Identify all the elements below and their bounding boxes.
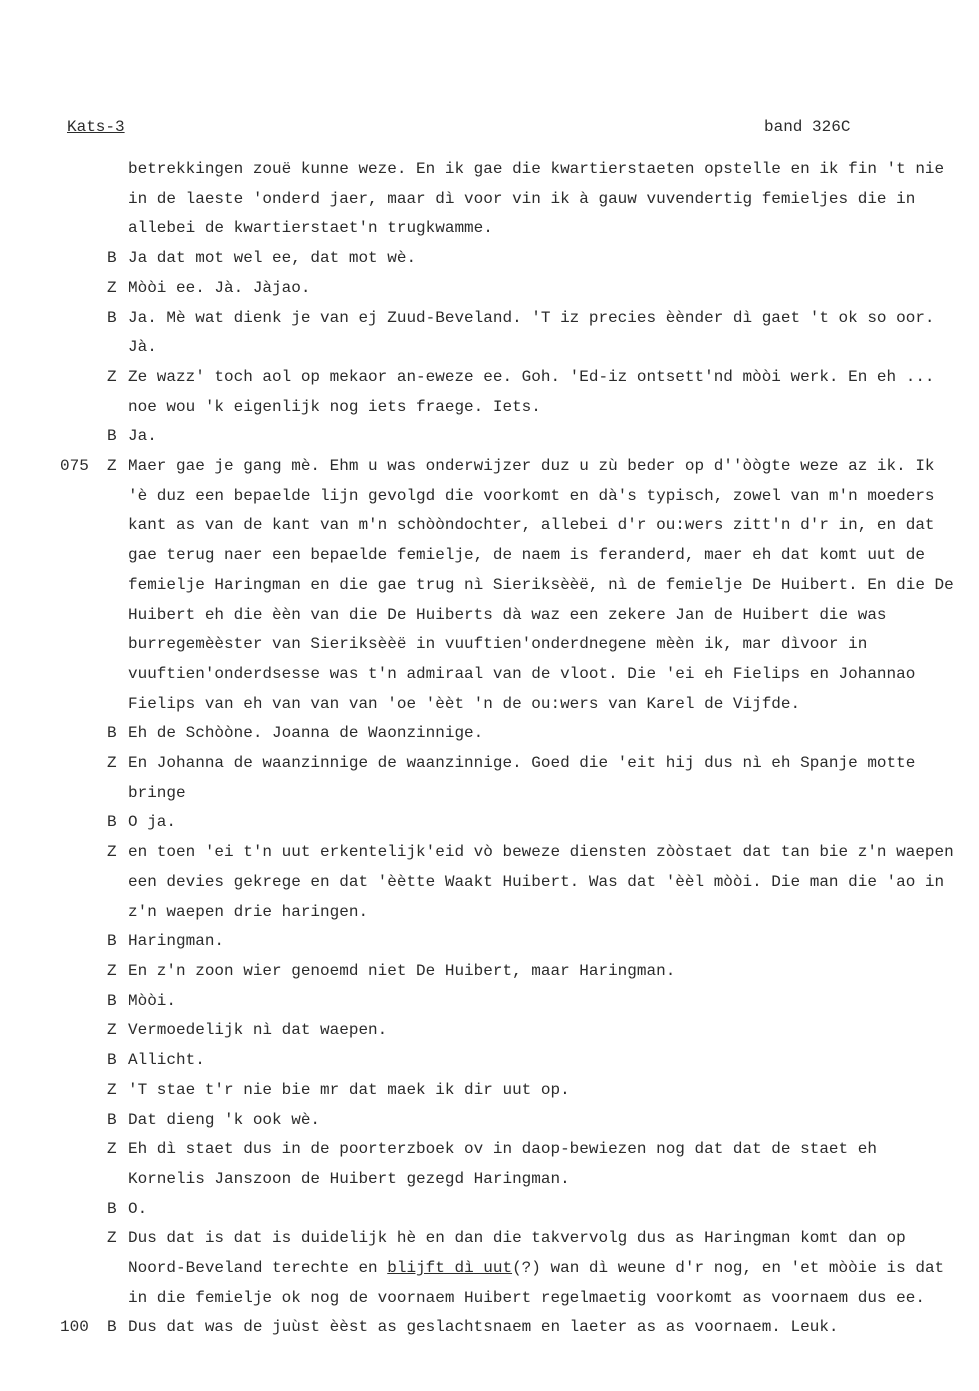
transcript-entry (0, 1016, 979, 1046)
entry-text: Ze wazz' toch aol op mekaor an-eweze ee. Goh. 'Ed-iz ontsett'nd mòòi werk. En eh ... noe wou 'k eigenlijk nog iets fraege. Iets. (128, 367, 935, 416)
speaker-label: Z (107, 1021, 117, 1040)
entry-text: Ja. Mè wat dienk je van ej Zuud-Beveland. 'T iz precies èènder dì gaet 't ok so oor. Jà. (128, 308, 935, 357)
entry-text: Eh de Schòòne. Joanna de Waonzinnige. (128, 724, 484, 743)
transcript-entry (0, 838, 979, 927)
entry-text (128, 1224, 961, 1313)
speaker-label: B (107, 932, 117, 951)
transcript-entry (0, 363, 979, 422)
speaker-label: Z (107, 1080, 117, 1099)
entry-text: Allicht. (128, 1051, 205, 1070)
entry-text: Mòòi ee. Jà. Jàjao. (128, 278, 311, 297)
speaker-label: Z (107, 278, 117, 297)
speaker-label: B (107, 1199, 117, 1218)
underlined-phrase: blijft dì uut (387, 1259, 513, 1278)
entry-text: Haringman. (128, 932, 225, 951)
entry-text: Mòòi. (128, 991, 177, 1010)
transcript-entry (0, 422, 979, 452)
transcript-entry (0, 749, 979, 808)
line-number: 075 (60, 457, 89, 476)
speaker-label: B (107, 308, 117, 327)
transcript-entry (0, 1046, 979, 1076)
document-id: Kats-3 (67, 118, 125, 136)
transcript-body (0, 155, 979, 1343)
speaker-label: B (107, 249, 117, 268)
tape-number: band 326C (764, 118, 851, 136)
speaker-label: Z (107, 843, 117, 862)
speaker-label: Z (107, 457, 117, 476)
transcript-entry (0, 1135, 979, 1194)
speaker-label: Z (107, 961, 117, 980)
transcript-entry (0, 1195, 979, 1225)
entry-text: 'T stae t'r nie bie mr dat maek ik dir uut op. (128, 1080, 570, 1099)
entry-text: En Johanna de waanzinnige de waanzinnige. Goed die 'eit hij dus nì eh Spanje motte bringe (128, 754, 916, 802)
entry-text: en toen 'ei t'n uut erkentelijk'eid vò beweze diensten zòòstaet dat tan bie z'n waepen een devies gekrege en dat 'èètte Waakt Huibert. Was dat 'èèl mòòi. Die man die 'ao in z'n waepen drie haringen. (128, 843, 954, 921)
transcript-entry (0, 987, 979, 1017)
entry-text: O ja. (128, 813, 177, 832)
speaker-label: B (107, 1318, 117, 1337)
transcript-entry (0, 1106, 979, 1136)
entry-text-part: Dus dat is dat is duidelijk hè en dan die takvervolg dus as Haringman komt dan op Noord-Beveland terechte en (128, 1229, 906, 1278)
transcript-entry (0, 1313, 979, 1343)
line-number: 100 (60, 1318, 89, 1337)
transcript-entry (0, 927, 979, 957)
transcript-entry (0, 1224, 979, 1313)
entry-text: Ja dat mot wel ee, dat mot wè. (128, 249, 417, 268)
entry-text: Ja. (128, 427, 157, 446)
transcript-entry (0, 274, 979, 304)
transcript-entry (0, 808, 979, 838)
entry-text-part: (?) wan dì weune d'r nog, en 'et mòòie is dat in die femielje ok nog de voornaem Huibert regelmaetig voorkomt as voornaem dus ee. (128, 1259, 945, 1307)
entry-text: betrekkingen zouë kunne weze. En ik gae die kwartierstaeten opstelle en ik fin 't nie in de laeste 'onderd jaer, maar dì voor vin ik à gauw vuvendertig femieljes die in allebei de kwartierstaet'n trugkwamme. (128, 160, 945, 238)
transcript-entry (0, 452, 979, 719)
transcript-entry (0, 304, 979, 363)
speaker-label: B (107, 1051, 117, 1070)
entry-text: Maer gae je gang mè. Ehm u was onderwijzer duz u zù beder op d''òògte weze az ik. Ik 'è duz een bepaelde lijn gevolgd die voorkomt en dà's typisch, zowel van m'n moeders kant as van de kant van m'n schòòndochter, allebei d'r ou:wers zitt'n d'r in, en dat gae terug naer een bepaelde femielje, de naem is feranderd, maer eh dat komt uut de femielje Haringman en die gae trug nì Sieriksèèë, nì de femielje De Huibert. En die De Huibert eh die èèn van die De Huiberts dà waz een zekere Jan de Huibert die was burregemèèster van Sieriksèèë in vuuftien'onderdnegene mèèn ik, mar dìvoor in vuuftien'onderdsesse was t'n admiraal van de vloot. Die 'ei eh Fielips en Johannao Fielips van eh van van van 'oe 'èèt 'n de ou:wers van Karel de Vijfde. (128, 457, 954, 713)
transcript-entry (0, 719, 979, 749)
transcript-entry (0, 155, 979, 244)
entry-text: Vermoedelijk nì dat waepen. (128, 1021, 388, 1040)
speaker-label: Z (107, 754, 117, 773)
transcript-entry (0, 1076, 979, 1106)
entry-text: Dat dieng 'k ook wè. (128, 1110, 321, 1129)
entry-text: Dus dat was de juùst èèst as geslachtsnaem en laeter as as voornaem. Leuk. (128, 1318, 839, 1337)
entry-text: O. (128, 1199, 148, 1218)
speaker-label: B (107, 813, 117, 832)
transcript-entry (0, 957, 979, 987)
entry-text: En z'n zoon wier genoemd niet De Huibert, maar Haringman. (128, 961, 676, 980)
transcript-entry (0, 244, 979, 274)
speaker-label: Z (107, 367, 117, 386)
speaker-label: Z (107, 1140, 117, 1159)
speaker-label: B (107, 724, 117, 743)
speaker-label: B (107, 991, 117, 1010)
speaker-label: B (107, 1110, 117, 1129)
speaker-label: B (107, 427, 117, 446)
speaker-label: Z (107, 1229, 117, 1248)
entry-text: Eh dì staet dus in de poorterzboek ov in daop-bewiezen nog dat dat de staet eh Kornelis Janszoon de Huibert gezegd Haringman. (128, 1140, 877, 1188)
